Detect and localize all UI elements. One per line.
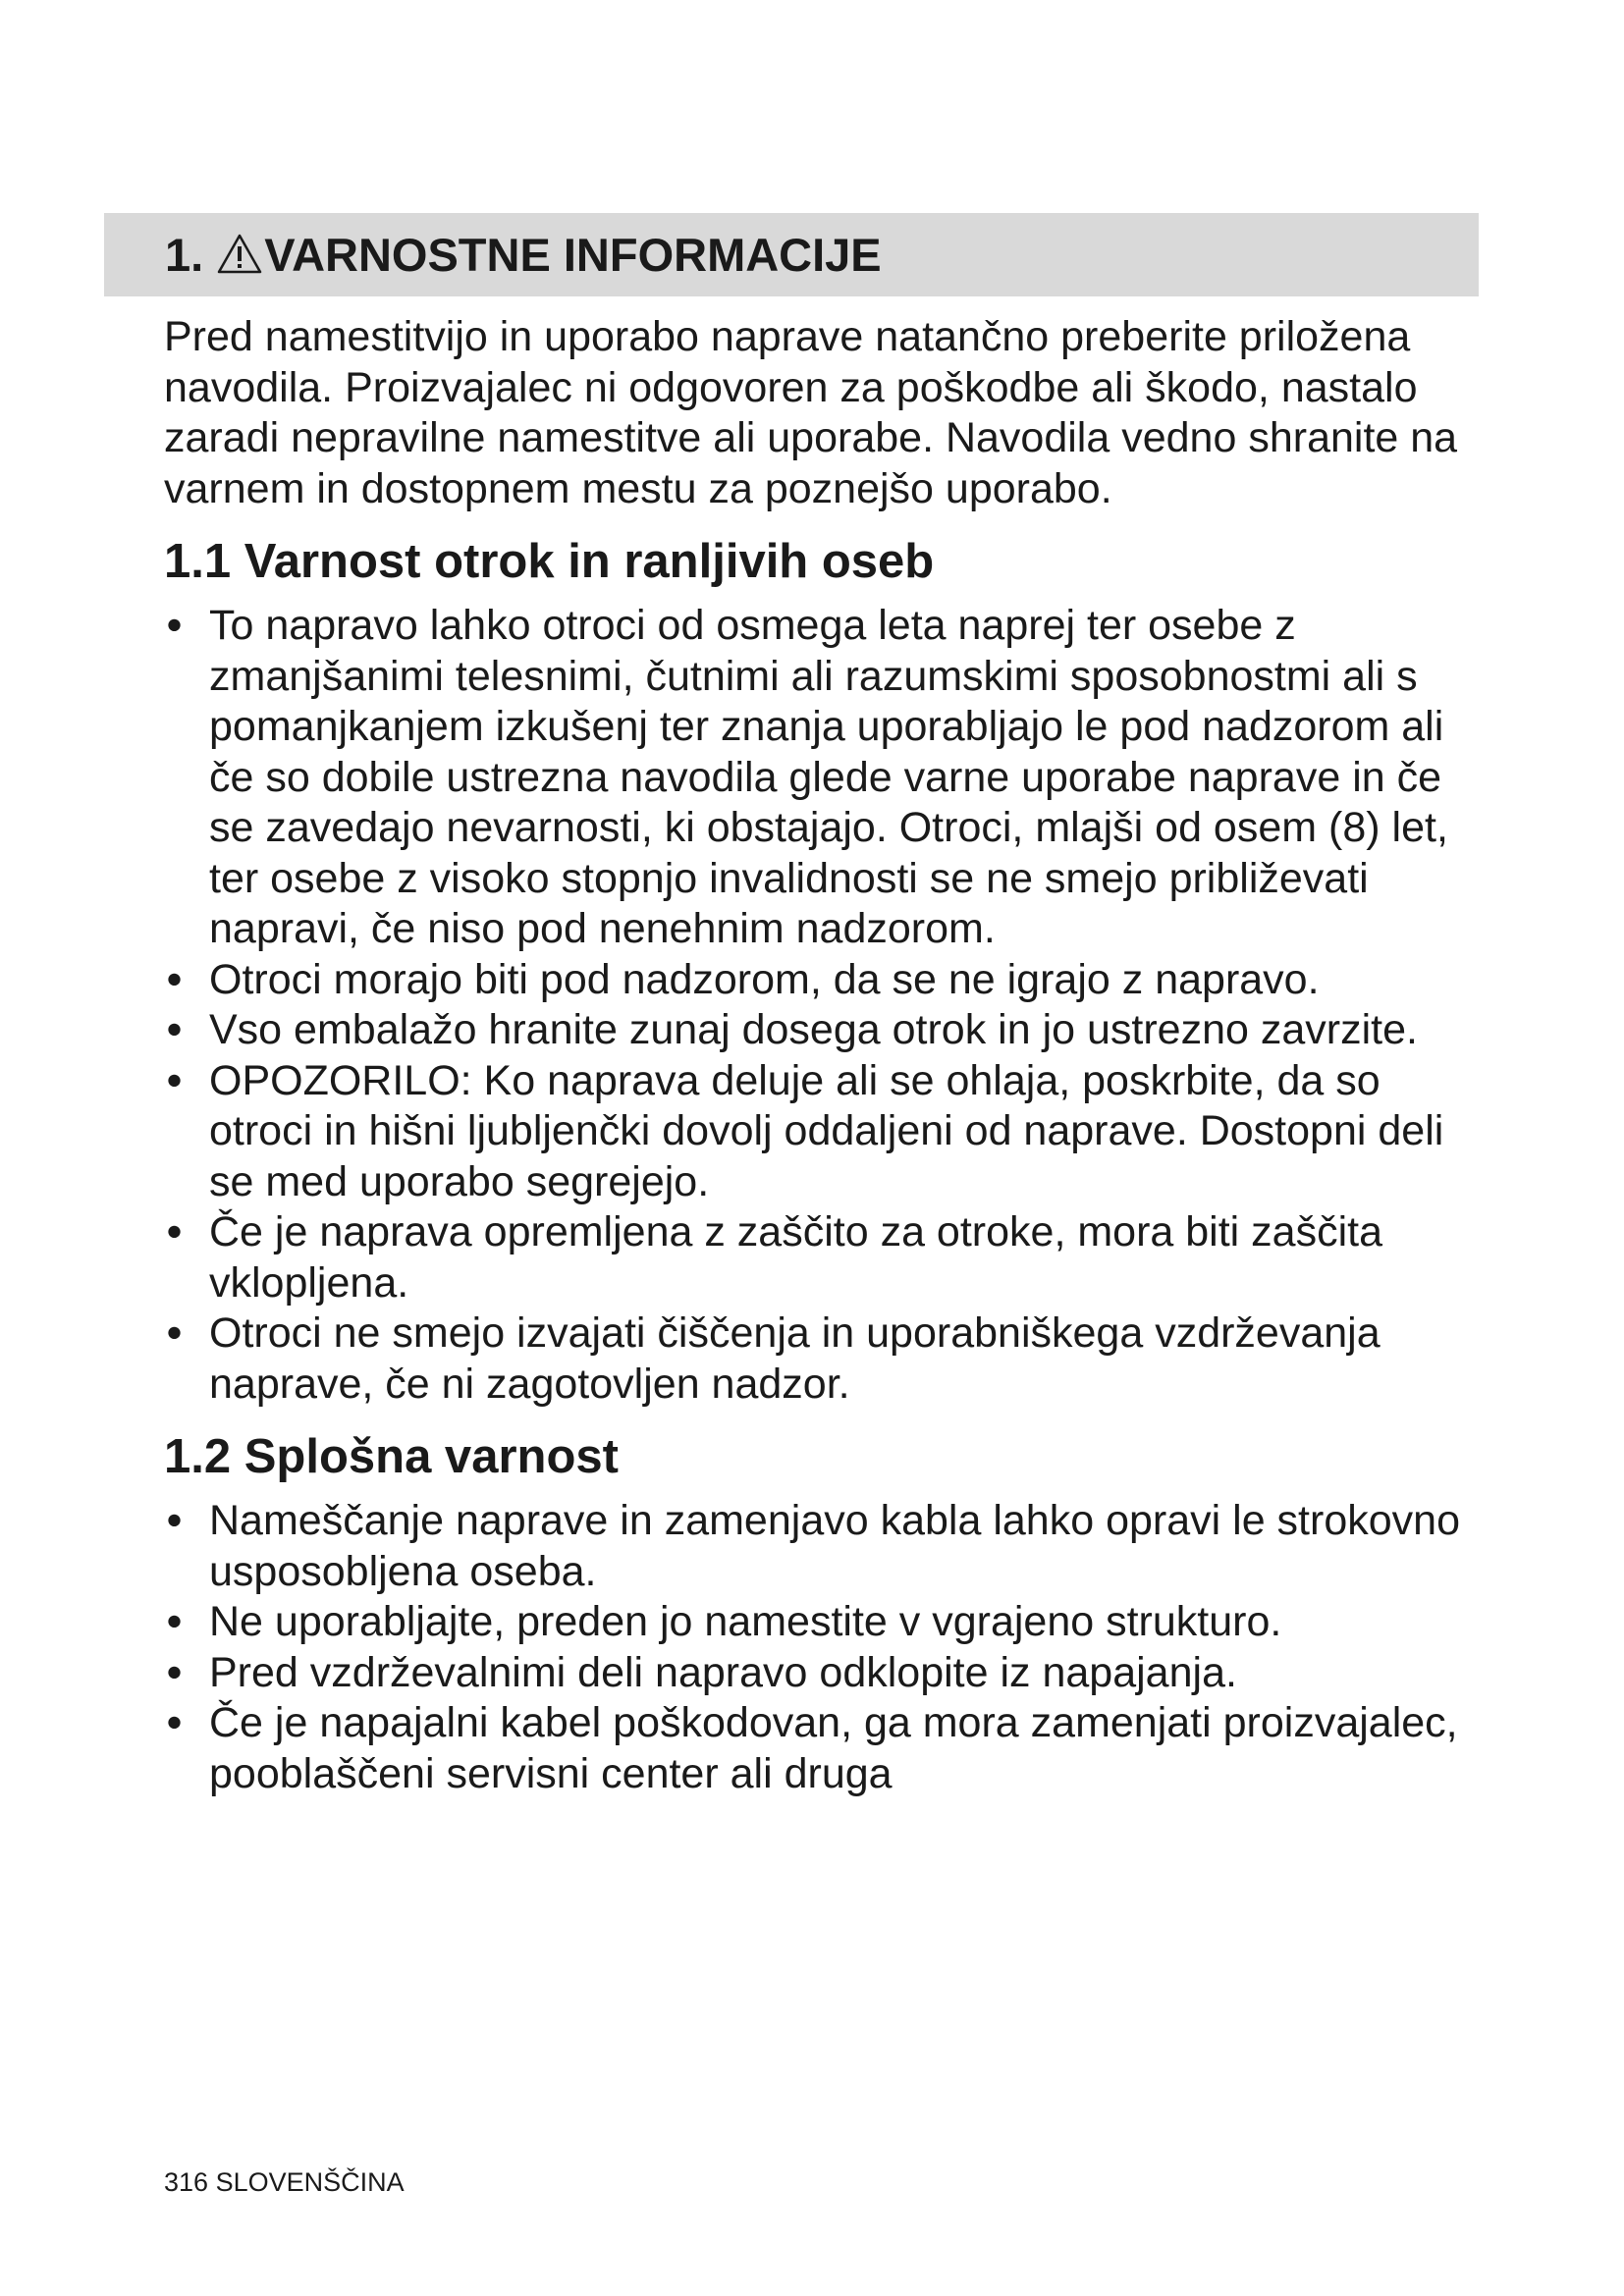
- list-item: [164, 601, 1480, 955]
- section-title-text: VARNOSTNE INFORMACIJE: [264, 229, 882, 281]
- list-item: [164, 1056, 1480, 1208]
- page-footer: [164, 2166, 405, 2198]
- section-header-bar: [104, 213, 1479, 296]
- bullet-icon: •: [167, 602, 183, 649]
- list-item-text: Pred vzdrževalnimi deli napravo odklopite iz napajanja.: [209, 1648, 1237, 1696]
- list-item: [164, 1207, 1480, 1308]
- bullet-icon: •: [167, 1598, 183, 1645]
- list-item-text: Otroci ne smejo izvajati čiščenja in uporabniškega vzdrževanja naprave, če ni zagotovljen nadzor.: [209, 1309, 1380, 1408]
- list-item: [164, 1648, 1480, 1699]
- warning-triangle-icon: [217, 233, 262, 274]
- subsection-heading-child-safety: 1.1 Varnost otrok in ranljivih oseb: [164, 535, 935, 588]
- general-safety-list: [164, 1496, 1480, 1799]
- list-item-text: Ne uporabljajte, preden jo namestite v vgrajeno strukturo.: [209, 1598, 1282, 1645]
- list-item-text: OPOZORILO: Ko naprava deluje ali se ohlaja, poskrbite, da so otroci in hišni ljubljenčki dovolj oddaljeni od naprave. Dostopni deli se med uporabo segrejejo.: [209, 1056, 1444, 1205]
- list-item-text: Nameščanje naprave in zamenjavo kabla lahko opravi le strokovno usposobljena oseba.: [209, 1497, 1460, 1595]
- list-item-text: Če je napajalni kabel poškodovan, ga mora zamenjati proizvajalec, pooblaščeni servisni center ali druga: [209, 1699, 1458, 1797]
- bullet-icon: •: [167, 1648, 183, 1696]
- list-item: [164, 1698, 1480, 1799]
- page-number: 316: [164, 2167, 209, 2197]
- bullet-icon: •: [167, 1309, 183, 1357]
- list-item: [164, 1597, 1480, 1648]
- subsection-heading-general-safety: 1.2 Splošna varnost: [164, 1430, 619, 1483]
- list-item: [164, 1496, 1480, 1597]
- bullet-icon: •: [167, 1056, 183, 1104]
- bullet-icon: •: [167, 1006, 183, 1053]
- list-item-text: Otroci morajo biti pod nadzorom, da se ne igrajo z napravo.: [209, 955, 1320, 1003]
- intro-paragraph: Pred namestitvijo in uporabo naprave natančno preberite priložena navodila. Proizvajalec ni odgovoren za poškodbe ali škodo, nastalo zaradi nepravilne namestitve ali uporabe. Navodila vedno shranite na varnem in dostopnem mestu za poznejšo uporabo.: [164, 313, 1458, 512]
- section-title: [165, 229, 882, 282]
- list-item-text: Če je naprava opremljena z zaščito za otroke, mora biti zaščita vklopljena.: [209, 1208, 1382, 1307]
- bullet-icon: •: [167, 1497, 183, 1544]
- bullet-icon: •: [167, 955, 183, 1003]
- section-number: 1.: [165, 229, 204, 281]
- list-item: [164, 1308, 1480, 1410]
- list-item-text: Vso embalažo hranite zunaj dosega otrok in jo ustrezno zavrzite.: [209, 1006, 1418, 1053]
- list-item: [164, 1005, 1480, 1056]
- footer-language: SLOVENŠČINA: [215, 2167, 405, 2197]
- list-item-text: To napravo lahko otroci od osmega leta naprej ter osebe z zmanjšanimi telesnimi, čutnimi ali razumskimi sposobnostmi ali s pomanjkanjem izkušenj ter znanja uporabljajo le pod nadzorom ali če so dobile ustrezna navodila glede varne uporabe naprave in če se zavedajo nevarnosti, ki obstajajo. Otroci, mlajši od osem (8) let, ter osebe z visoko stopnjo invalidnosti se ne smejo približevati napravi, če niso pod nenehnim nadzorom.: [209, 602, 1448, 952]
- bullet-icon: •: [167, 1208, 183, 1255]
- page-content: [164, 312, 1480, 1799]
- bullet-icon: •: [167, 1699, 183, 1746]
- list-item: [164, 955, 1480, 1006]
- child-safety-list: [164, 601, 1480, 1410]
